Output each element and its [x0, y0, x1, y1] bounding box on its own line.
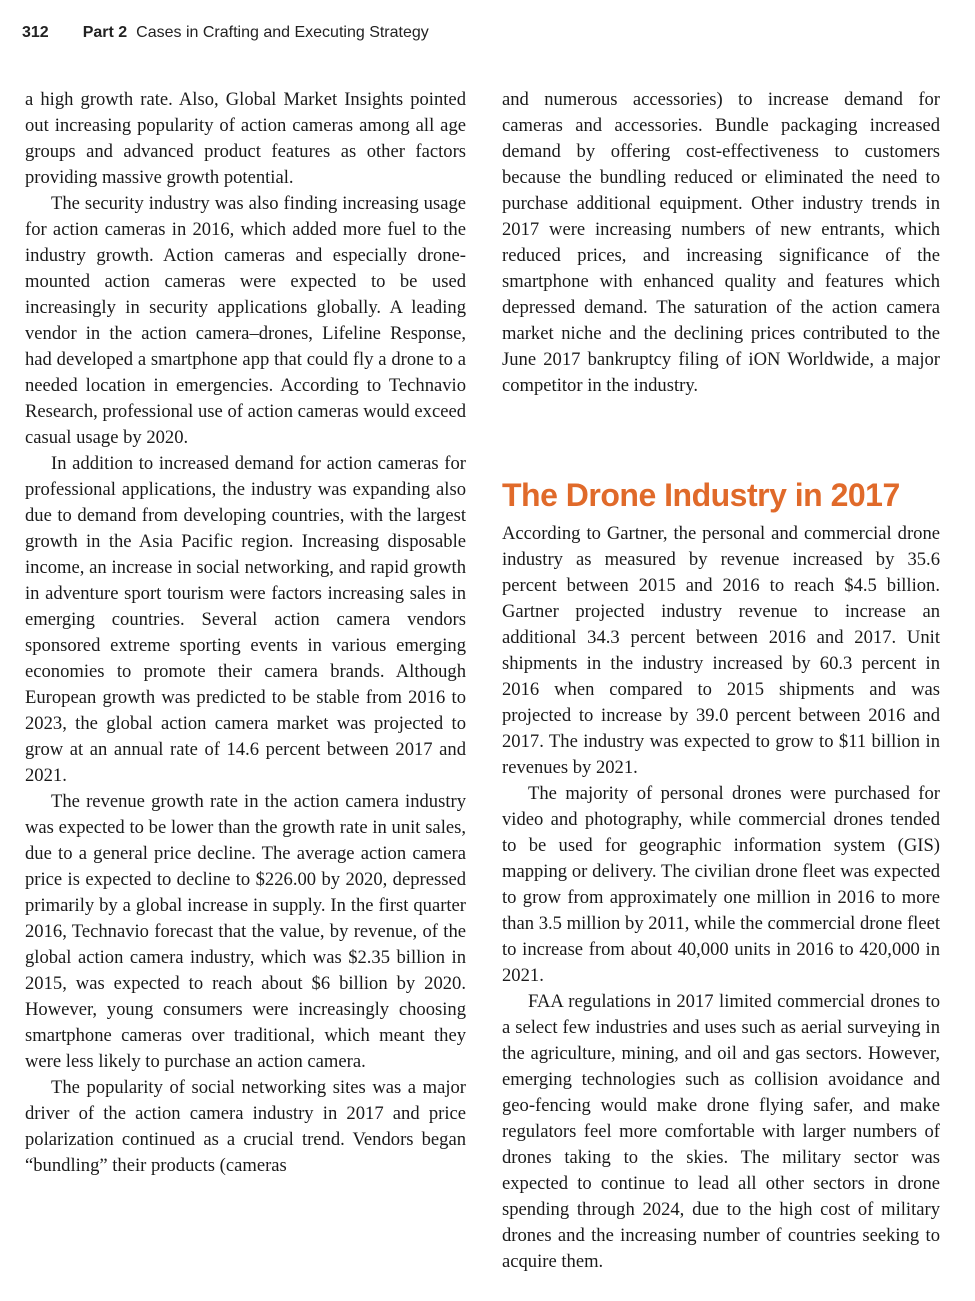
paragraph: According to Gartner, the personal and commercial drone industry as measured by revenue increased by 35.6 percent between 2015 and 2016 to reach $4.5 billion. Gartner projected industry revenue to increase an additional 34.3 percent between 2016 and 2017. Unit shipments in the industry increased by 60.3 percent in 2016 when compared to 2015 shipments and was projected to increase by 39.0 percent between 2016 and 2017. The industry was expected to grow to $11 billion in revenues by 2021. [502, 523, 940, 778]
paragraph: The majority of personal drones were purchased for video and photography, while commercial drones tended to be used for geographic information system (GIS) mapping or delivery. The civilian drone fleet was expected to grow from approximately one million in 2016 to more than 3.5 million by 2011, while the commercial drone fleet to increase from about 40,000 units in 2016 to 420,000 in 2021. [502, 783, 940, 986]
left-column [25, 87, 466, 1179]
right-column [502, 87, 940, 1275]
page-number: 312 [22, 24, 49, 41]
part-label: Part 2 [82, 24, 128, 41]
running-header [22, 18, 429, 48]
paragraph: and numerous accessories) to increase demand for cameras and accessories. Bundle packaging increased demand by offering cost-effectiveness to customers because the bundling reduced or eliminated the need to purchase additional equipment. Other industry trends in 2017 were increasing numbers of new entrants, which reduced prices, and increasing significance of the smartphone with enhanced quality and features which depressed demand. The saturation of the action camera market niche and the declining prices contributed to the June 2017 bankruptcy filing of iON Worldwide, a major competitor in the industry. [502, 89, 940, 396]
paragraph: FAA regulations in 2017 limited commercial drones to a select few industries and uses such as aerial surveying in the agriculture, mining, and oil and gas sectors. However, emerging technologies such as collision avoidance and geo-fencing would make drone flying safer, and make regulators feel more comfortable with larger numbers of drones taking to the skies. The military sector was expected to continue to lead all other sectors in drone spending through 2024, due to the high cost of military drones and the increasing number of countries seeking to acquire them. [502, 991, 940, 1272]
paragraph: The security industry was also finding increasing usage for action cameras in 2016, which added more fuel to the industry growth. Action cameras and especially drone-mounted action cameras were expected to be used increasingly in security applications globally. A leading vendor in the action camera–drones, Lifeline Response, had developed a smartphone app that could fly a drone to a needed location in emergencies. According to Technavio Research, professional use of action cameras would exceed casual usage by 2020. [25, 193, 466, 448]
paragraph: The popularity of social networking sites was a major driver of the action camera industry in 2017 and price polarization continued as a crucial trend. Vendors began “bundling” their products (cameras [25, 1077, 466, 1176]
paragraph: a high growth rate. Also, Global Market Insights pointed out increasing popularity of action cameras among all age groups and advanced product features as other factors providing massive growth potential. [25, 89, 466, 188]
paragraph: In addition to increased demand for action cameras for professional applications, the industry was expanding also due to demand from developing countries, with the largest growth in the Asia Pacific region. Increasing disposable income, an increase in social networking, and rapid growth in adventure sport tourism were factors increasing sales in emerging countries. Several action camera vendors sponsored extreme sporting events in various emerging economies to promote their camera brands. Although European growth was predicted to be stable from 2016 to 2023, the global action camera market was projected to grow at an annual rate of 14.6 percent between 2017 and 2021. [25, 453, 466, 786]
book-title: Cases in Crafting and Executing Strategy [136, 24, 429, 41]
paragraph: The revenue growth rate in the action camera industry was expected to be lower than the growth rate in unit sales, due to a general price decline. The average action camera price is expected to decline to $226.00 by 2020, depressed primarily by a global increase in supply. In the first quarter 2016, Technavio forecast that the value, by revenue, of the global action camera industry, which was $2.35 billion in 2015, was expected to reach about $6 billion by 2020. However, young consumers were increasingly choosing smartphone cameras over traditional, which meant they were less likely to purchase an action camera. [25, 791, 466, 1072]
section-heading: The Drone Industry in 2017 [502, 477, 900, 513]
